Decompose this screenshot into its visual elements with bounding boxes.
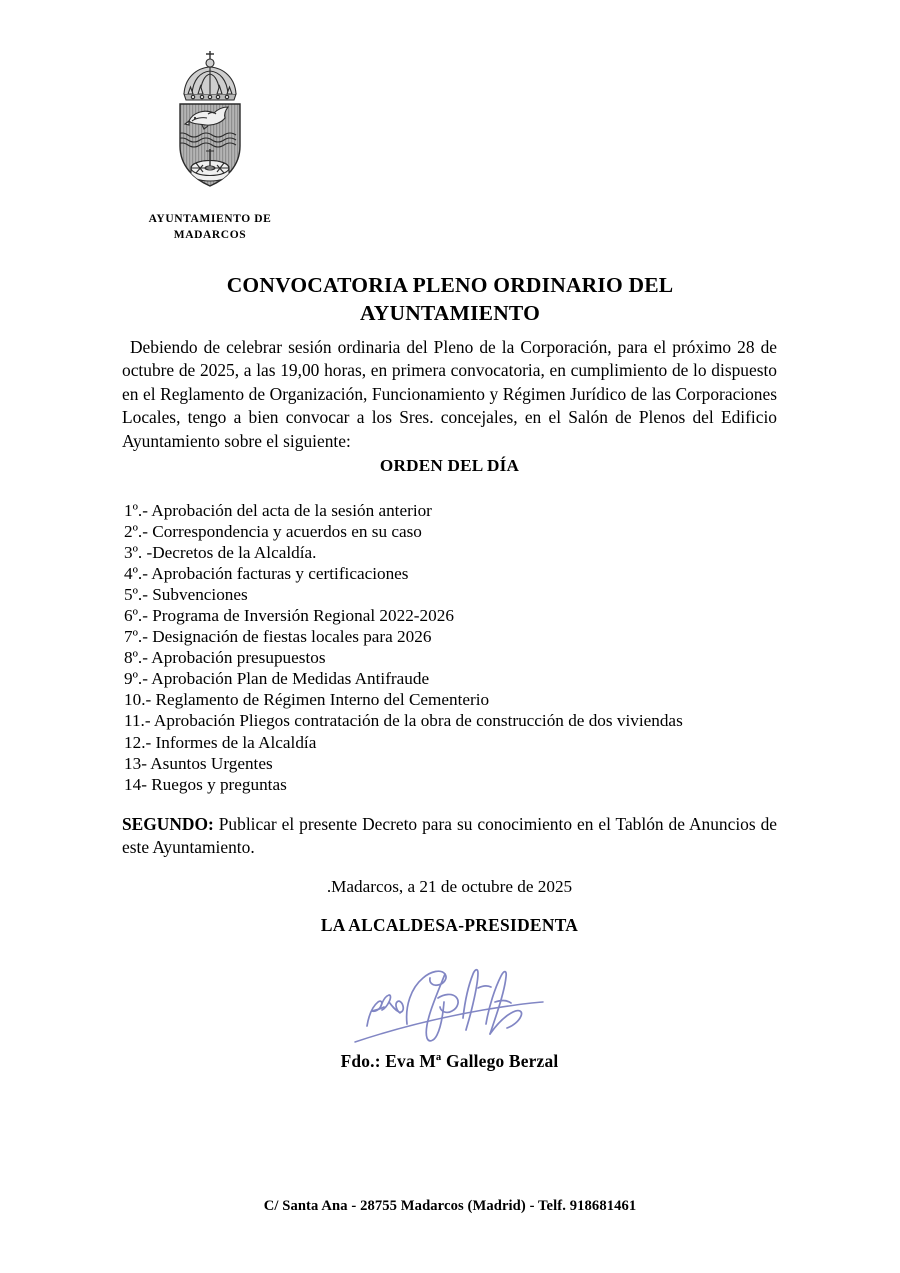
segundo-section bbox=[122, 813, 777, 860]
agenda-list bbox=[124, 500, 784, 795]
agenda-heading: ORDEN DEL DÍA bbox=[379, 456, 520, 475]
page-title-line1: CONVOCATORIA PLENO ORDINARIO DEL bbox=[226, 273, 674, 298]
segundo-lead: SEGUNDO: bbox=[122, 814, 214, 834]
signer-name: Fdo.: Eva Mª Gallego Berzal bbox=[340, 1051, 559, 1071]
list-item: 8º.- Aprobación presupuestos bbox=[124, 648, 326, 668]
coat-of-arms-madarcos-icon bbox=[162, 48, 258, 198]
page-title bbox=[120, 272, 780, 327]
list-item: 2º.- Correspondencia y acuerdos en su caso bbox=[124, 522, 422, 542]
intro-section bbox=[122, 336, 777, 453]
list-item: 4º.- Aprobación facturas y certificaciones bbox=[124, 564, 409, 584]
place-and-date: .Madarcos, a 21 de octubre de 2025 bbox=[326, 877, 573, 896]
list-item: 1º.- Aprobación del acta de la sesión anterior bbox=[124, 501, 432, 520]
list-item: 10.- Reglamento de Régimen Interno del Cementerio bbox=[124, 690, 490, 710]
segundo-text: Publicar el presente Decreto para su conocimiento en el Tablón de Anuncios de este Ayuntamiento. bbox=[122, 814, 777, 858]
list-item: 11.- Aprobación Pliegos contratación de la obra de construcción de dos viviendas bbox=[124, 711, 683, 731]
organization-name bbox=[110, 212, 310, 243]
segundo-paragraph bbox=[122, 813, 777, 860]
list-item: 7º.- Designación de fiestas locales para 2026 bbox=[124, 627, 432, 647]
list-item: 3º. -Decretos de la Alcaldía. bbox=[124, 543, 317, 563]
page-title-line2: AYUNTAMIENTO bbox=[359, 300, 540, 325]
list-item: 5º.- Subvenciones bbox=[124, 585, 248, 605]
list-item: 12.- Informes de la Alcaldía bbox=[124, 732, 317, 752]
list-item: 9º.- Aprobación Plan de Medidas Antifraude bbox=[124, 669, 430, 689]
organization-name-line1: AYUNTAMIENTO DE bbox=[148, 213, 272, 225]
list-item: 6º.- Programa de Inversión Regional 2022-2026 bbox=[124, 606, 454, 626]
signer-title: LA ALCALDESA-PRESIDENTA bbox=[320, 915, 579, 935]
handwritten-signature-icon bbox=[345, 940, 565, 1052]
list-item: 14- Ruegos y preguntas bbox=[124, 774, 287, 794]
list-item: 13- Asuntos Urgentes bbox=[124, 753, 273, 773]
intro-paragraph: Debiendo de celebrar sesión ordinaria del Pleno de la Corporación, para el próximo 28 de octubre de 2025, a las 19,00 horas, en primera convocatoria, en cumplimiento de lo dispuesto en el Reglamento de Organización, Funcionamiento y Régimen Jurídico de las Corporaciones Locales, tengo a bien convocar a los Sres. concejales, en el Salón de Plenos del Edificio Ayuntamiento sobre el siguiente: bbox=[122, 337, 777, 451]
footer-address: C/ Santa Ana - 28755 Madarcos (Madrid) - Telf. 918681461 bbox=[263, 1198, 637, 1214]
organization-name-line2: MADARCOS bbox=[173, 228, 247, 241]
letterhead bbox=[110, 48, 310, 243]
